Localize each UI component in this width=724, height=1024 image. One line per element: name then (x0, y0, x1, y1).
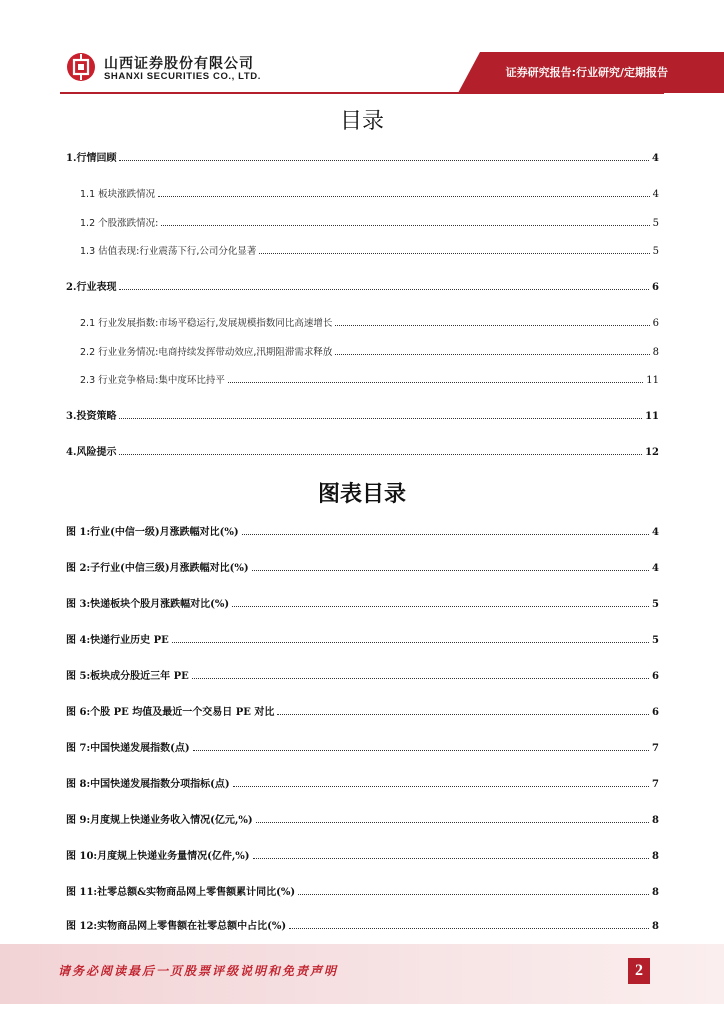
figure-entry[interactable] (66, 810, 659, 826)
toc-entry-label: 2.2 行业业务情况:电商持续发挥带动效应,汛期阻滞需求释放 (80, 347, 333, 358)
leader-dots (298, 893, 649, 895)
figure-entry-page: 7 (652, 743, 659, 754)
disclaimer-notice: 请务必阅读最后一页股票评级说明和免责声明 (58, 964, 339, 978)
toc-entry-page: 11 (645, 411, 659, 422)
leader-dots (242, 533, 649, 535)
company-name-cn: 山西证券股份有限公司 (104, 56, 254, 72)
toc-entry-label: 2.3 行业竞争格局:集中度环比持平 (80, 375, 225, 386)
figure-entry-page: 4 (652, 527, 659, 538)
figure-list-title: 图表目录 (317, 482, 406, 507)
leader-dots (119, 417, 642, 419)
header-banner (0, 0, 724, 100)
toc-entry-page: 4 (652, 189, 659, 200)
figure-entry-label: 图 8:中国快递发展指数分项指标(点) (66, 779, 230, 790)
toc-entry[interactable] (80, 213, 659, 229)
figure-entry-label: 图 10:月度规上快递业务量情况(亿件,%) (66, 851, 250, 862)
leader-dots (232, 605, 649, 607)
figure-entry[interactable] (66, 702, 659, 718)
leader-dots (252, 569, 649, 571)
figure-entry-page: 8 (652, 815, 659, 826)
leader-dots (256, 821, 649, 823)
leader-dots (119, 288, 649, 290)
figure-entry-page: 8 (652, 887, 659, 898)
toc-entry[interactable] (80, 370, 659, 386)
leader-dots (119, 453, 642, 455)
figure-entry-page: 7 (652, 779, 659, 790)
toc-entry-label: 1.1 板块涨跌情况 (80, 189, 156, 200)
figure-entry-label: 图 1:行业(中信一级)月涨跌幅对比(%) (66, 527, 239, 538)
toc-entry-label: 3.投资策略 (66, 411, 117, 422)
figure-entry[interactable] (66, 916, 659, 932)
toc-entry-page: 6 (652, 282, 659, 293)
toc-entry[interactable] (66, 148, 659, 164)
page-number: 2 (628, 958, 650, 984)
toc-entry[interactable] (80, 313, 659, 329)
figure-entry[interactable] (66, 558, 659, 574)
page-header (0, 0, 724, 100)
leader-dots (253, 857, 649, 859)
leader-dots (335, 324, 649, 326)
toc-entry-label: 2.行业表现 (66, 282, 117, 293)
figure-entry-label: 图 5:板块成分股近三年 PE (66, 671, 189, 682)
toc-entry-label: 1.2 个股涨跌情况: (80, 218, 159, 229)
toc-entry[interactable] (66, 442, 659, 458)
figure-entry-label: 图 7:中国快递发展指数(点) (66, 743, 190, 754)
figure-entry-label: 图 2:子行业(中信三级)月涨跌幅对比(%) (66, 563, 249, 574)
company-logo-icon (66, 52, 96, 82)
company-name-en: SHANXI SECURITIES CO., LTD. (104, 71, 261, 82)
toc-entry[interactable] (66, 406, 659, 422)
figure-entry-label: 图 11:社零总额&实物商品网上零售额累计同比(%) (66, 887, 296, 898)
leader-dots (289, 927, 649, 929)
figure-entry[interactable] (66, 666, 659, 682)
leader-dots (161, 224, 649, 226)
toc-title: 目录 (339, 109, 384, 134)
toc-entry-page: 11 (646, 375, 659, 386)
toc-entry-page: 4 (652, 153, 659, 164)
figure-entry-label: 图 3:快递板块个股月涨跌幅对比(%) (66, 599, 230, 610)
leader-dots (193, 749, 649, 751)
leader-dots (228, 381, 643, 383)
leader-dots (335, 353, 649, 355)
figure-entry[interactable] (66, 594, 659, 610)
figure-entry-label: 图 9:月度规上快递业务收入情况(亿元,%) (66, 815, 253, 826)
toc-entry-label: 1.3 估值表现:行业震荡下行,公司分化显著 (80, 246, 257, 257)
toc-entry[interactable] (80, 241, 659, 257)
report-type: 证券研究报告:行业研究/定期报告 (505, 66, 668, 79)
toc-entry-label: 1.行情回顾 (66, 153, 117, 164)
figure-entry-page: 6 (652, 707, 659, 718)
figure-entry-page: 5 (652, 635, 659, 646)
toc-entry-page: 12 (645, 447, 659, 458)
toc-entry-page: 6 (652, 318, 659, 329)
figure-entry-label: 图 4:快递行业历史 PE (66, 635, 169, 646)
figure-entry[interactable] (66, 738, 659, 754)
leader-dots (277, 713, 649, 715)
toc-entry-label: 4.风险提示 (66, 447, 117, 458)
toc-entry-label: 2.1 行业发展指数:市场平稳运行,发展规模指数同比高速增长 (80, 318, 333, 329)
figure-entry-page: 8 (652, 921, 659, 932)
header-divider (60, 92, 664, 94)
figure-entry-page: 5 (652, 599, 659, 610)
figure-entry[interactable] (66, 774, 659, 790)
leader-dots (233, 785, 649, 787)
toc-entry[interactable] (66, 277, 659, 293)
leader-dots (158, 195, 649, 197)
leader-dots (192, 677, 649, 679)
leader-dots (172, 641, 649, 643)
toc-entry-page: 5 (652, 246, 659, 257)
figure-entry[interactable] (66, 882, 659, 898)
leader-dots (259, 252, 649, 254)
figure-entry-page: 6 (652, 671, 659, 682)
leader-dots (119, 159, 649, 161)
toc-entry[interactable] (80, 342, 659, 358)
figure-entry[interactable] (66, 522, 659, 538)
figure-entry-label: 图 12:实物商品网上零售额在社零总额中占比(%) (66, 921, 287, 932)
figure-entry-page: 4 (652, 563, 659, 574)
figure-entry-label: 图 6:个股 PE 均值及最近一个交易日 PE 对比 (66, 707, 275, 718)
toc-entry-page: 5 (652, 218, 659, 229)
toc-entry-page: 8 (652, 347, 659, 358)
figure-entry[interactable] (66, 630, 659, 646)
figure-entry[interactable] (66, 846, 659, 862)
figure-entry-page: 8 (652, 851, 659, 862)
toc-entry[interactable] (80, 184, 659, 200)
